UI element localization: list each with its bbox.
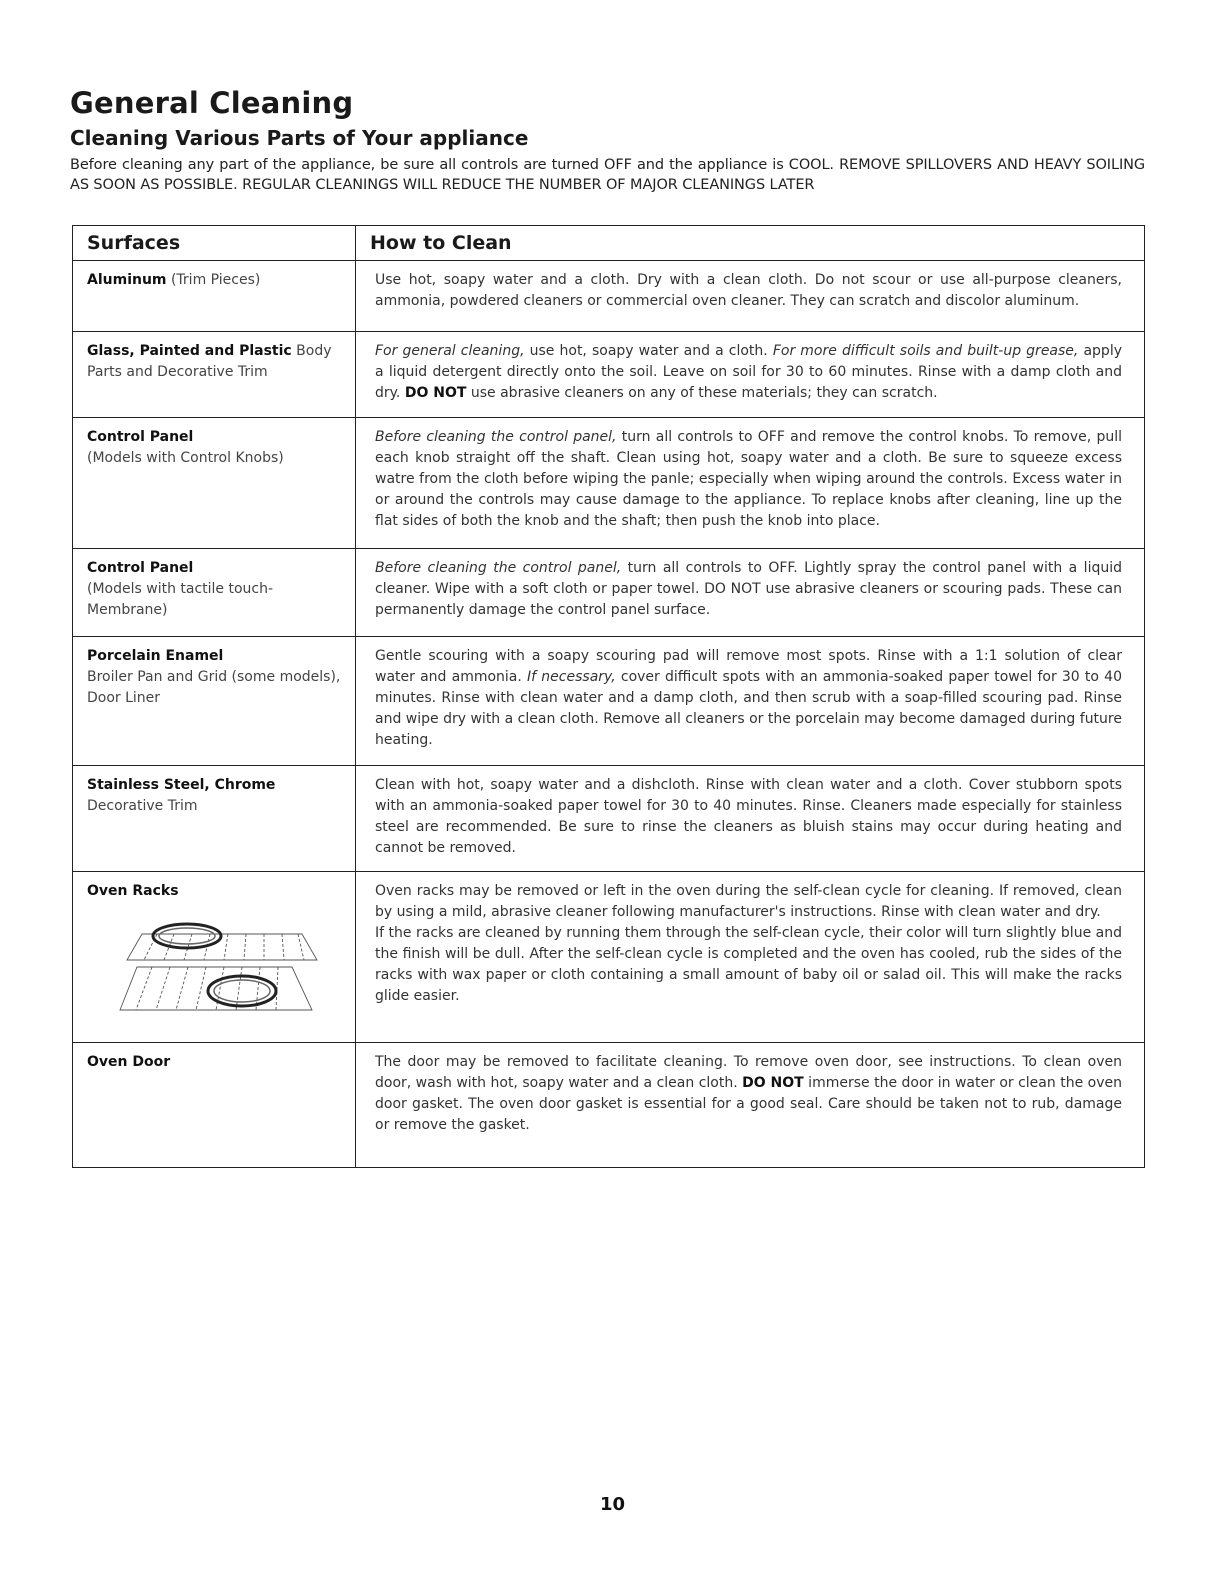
how-to-clean-text: use abrasive cleaners on any of these materials; they can scratch. [466, 385, 938, 401]
surface-cell [73, 766, 356, 872]
how-to-clean-text: Clean with hot, soapy water and a dishcloth. Rinse with clean water and a cloth. Cover stubborn spots with an ammonia-soaked paper towel for 30 to 40 minutes. Rinse. Cleaners made especially for stainless steel are recommended. Be sure to rinse the cleaners as bluish stains may occur during heating and cannot be removed. [375, 777, 1122, 856]
surface-description: Broiler Pan and Grid (some models), Door Liner [87, 669, 341, 706]
how-to-clean-cell [356, 549, 1145, 637]
surface-cell [73, 637, 356, 766]
how-to-clean-cell [356, 332, 1145, 418]
surface-description: Decorative Trim [87, 798, 198, 814]
emphasis-text: Before cleaning the control panel, [375, 560, 622, 576]
surface-cell [73, 261, 356, 332]
how-to-clean-text: apply a liquid detergent directly onto the soil. Leave on soil for 30 to 60 minutes. Rinse with a damp cloth and dry. [375, 343, 1122, 401]
surface-name: Control Panel [87, 429, 194, 445]
how-to-clean-text: cover difficult spots with an ammonia-soaked paper towel for 30 to 40 minutes. Rinse with clean water and a damp cloth, and then scrub with a soap-filled scouring pad. Rinse and wipe dry with a clean cloth. Remove all cleaners or the porcelain may become damaged during future heating. [375, 669, 1122, 748]
surface-cell [73, 872, 356, 1043]
how-to-clean-text: Gentle scouring with a soapy scouring pad will remove most spots. Rinse with a 1:1 solution of clear water and ammonia. [375, 648, 1122, 685]
header-surfaces: Surfaces [73, 226, 356, 261]
warning-text: DO NOT [742, 1075, 804, 1091]
surface-name: Control Panel [87, 560, 194, 576]
table-header-row [73, 226, 1145, 261]
surface-description: (Models with Control Knobs) [87, 450, 284, 466]
emphasis-text: Before cleaning the control panel, [375, 429, 617, 445]
how-to-clean-text: Oven racks may be removed or left in the oven during the self-clean cycle for cleaning. If removed, clean by using a mild, abrasive cleaner following manufacturer's instructions. Rinse with clean water and dry. [375, 883, 1122, 920]
how-to-clean-cell [356, 872, 1145, 1043]
how-to-clean-text: use hot, soapy water and a cloth. [524, 343, 773, 359]
emphasis-text: If necessary, [527, 669, 616, 685]
how-to-clean-text: immerse the door in water or clean the oven door gasket. The oven door gasket is essential for a good seal. Care should be taken not to rub, damage or remove the gasket. [375, 1075, 1122, 1133]
table-row [73, 637, 1145, 766]
how-to-clean-text: Use hot, soapy water and a cloth. Dry with a clean cloth. Do not scour or use all-purpose cleaners, ammonia, powdered cleaners or commercial oven cleaner. They can scratch and discolor aluminum. [375, 272, 1122, 309]
surface-description: Body Parts and Decorative Trim [87, 343, 332, 380]
how-to-clean-text: If the racks are cleaned by running them through the self-clean cycle, their color will turn slightly blue and the finish will be dull. After the self-clean cycle is completed and the oven has cooled, rub the sides of the racks with wax paper or cloth containing a small amount of baby oil or salad oil. This will make the racks glide easier. [375, 925, 1122, 1004]
table-row [73, 1043, 1145, 1168]
surface-name: Stainless Steel, Chrome [87, 777, 276, 793]
surface-description: (Trim Pieces) [166, 272, 261, 288]
warning-text: DO NOT [404, 385, 467, 401]
table-row [73, 872, 1145, 1043]
surface-name: Aluminum [87, 272, 167, 288]
table-row [73, 766, 1145, 872]
surface-cell [73, 418, 356, 549]
surface-name: Porcelain Enamel [87, 648, 224, 664]
header-how-to-clean: How to Clean [356, 226, 1145, 261]
table-row [73, 549, 1145, 637]
how-to-clean-text: turn all controls to OFF and remove the control knobs. To remove, pull each knob straight off the shaft. Clean using hot, soapy water and a cloth. Be sure to squeeze excess watre from the cloth before wiping the panle; especially when wiping around the controls. Excess water in or around the controls may cause damage to the appliance. To replace knobs after cleaning, line up the flat sides of both the knob and the shaft; then push the knob into place. [375, 429, 1123, 529]
table-row [73, 418, 1145, 549]
surface-cell [73, 549, 356, 637]
page-title: General Cleaning [70, 86, 354, 120]
surface-cell [73, 332, 356, 418]
page-number: 10 [599, 1494, 626, 1515]
how-to-clean-cell [356, 766, 1145, 872]
surface-name: Glass, Painted and Plastic [87, 343, 292, 359]
how-to-clean-cell [356, 261, 1145, 332]
how-to-clean-cell [356, 418, 1145, 549]
table-row [73, 261, 1145, 332]
how-to-clean-text: turn all controls to OFF. Lightly spray the control panel with a liquid cleaner. Wipe with a soft cloth or paper towel. DO NOT use abrasive cleaners or scouring pads. These can permanently damage the control panel surface. [375, 560, 1122, 618]
how-to-clean-cell [356, 1043, 1145, 1168]
section-title: Cleaning Various Parts of Your appliance [70, 126, 529, 150]
table-row [73, 332, 1145, 418]
emphasis-text: For more difficult soils and built-up grease, [772, 343, 1079, 359]
oven-racks-illustration [112, 912, 322, 1017]
surface-description: (Models with tactile touch-Membrane) [87, 581, 274, 618]
surface-cell [73, 1043, 356, 1168]
how-to-clean-cell [356, 637, 1145, 766]
how-to-clean-text: The door may be removed to facilitate cleaning. To remove oven door, see instructions. To clean oven door, wash with hot, soapy water and a clean cloth. [375, 1054, 1122, 1091]
intro-paragraph: Before cleaning any part of the appliance, be sure all controls are turned OFF and the appliance is COOL. REMOVE SPILLOVERS AND HEAVY SOILING AS SOON AS POSSIBLE. REGULAR CLEANINGS WILL REDUCE THE NUMBER OF MAJOR CLEANINGS LATER [70, 157, 1145, 193]
surface-name: Oven Racks [87, 883, 179, 899]
emphasis-text: For general cleaning, [375, 343, 525, 359]
surface-name: Oven Door [87, 1054, 171, 1070]
cleaning-table [72, 225, 1145, 1168]
